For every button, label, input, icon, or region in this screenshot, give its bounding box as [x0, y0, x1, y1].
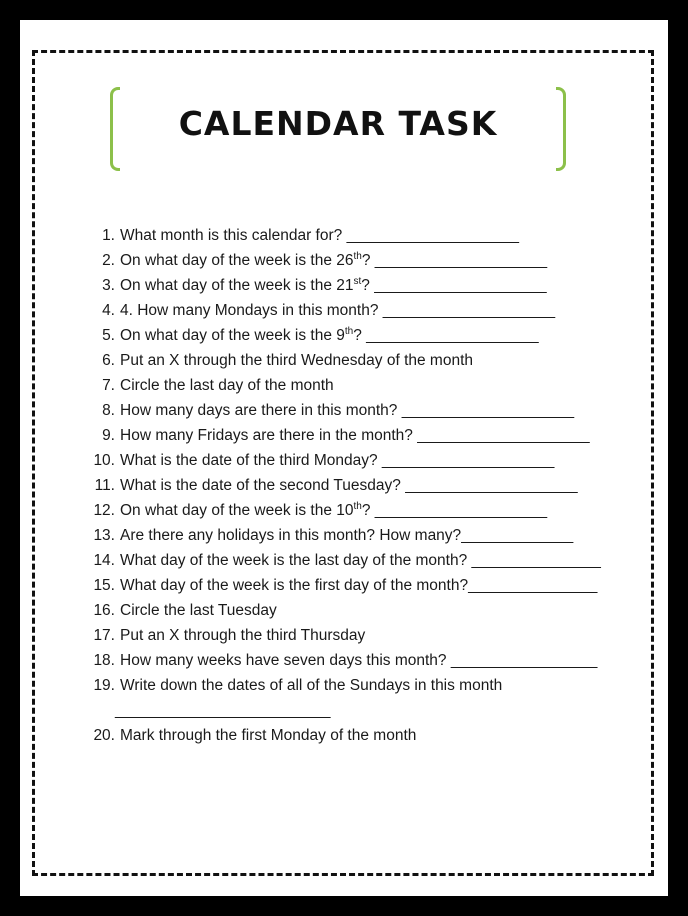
answer-blank: ____________________	[370, 252, 548, 269]
answer-blank: _______________	[468, 577, 598, 594]
question-item	[80, 273, 601, 298]
question-mark: ?	[353, 327, 362, 344]
question-item	[80, 498, 601, 523]
question-item	[80, 323, 601, 348]
page-title: CALENDAR TASK	[178, 104, 498, 143]
question-item	[80, 573, 601, 598]
question-text: How many days are there in this month?	[120, 402, 398, 419]
answer-blank: _______________	[467, 552, 601, 569]
right-bracket-decoration	[556, 87, 566, 171]
worksheet-page	[20, 20, 668, 896]
question-item	[80, 423, 601, 448]
question-item	[80, 373, 601, 398]
question-text: What month is this calendar for?	[120, 227, 343, 244]
question-item	[80, 448, 601, 473]
question-number: 6.	[102, 352, 115, 369]
question-number: 13.	[93, 527, 115, 544]
question-list	[80, 223, 601, 748]
question-mark: ?	[361, 502, 371, 519]
question-text: How many Fridays are there in the month?	[120, 427, 413, 444]
answer-blank: ____________________	[400, 477, 578, 494]
answer-blank: _____________	[461, 527, 574, 544]
question-number: 12.	[93, 502, 115, 519]
answer-blank: ____________________	[378, 302, 556, 319]
question-text: On what day of the week is the 26	[120, 252, 354, 269]
question-item	[80, 598, 601, 623]
question-number: 20.	[93, 727, 115, 744]
question-item	[80, 348, 601, 373]
question-number: 19.	[93, 677, 115, 694]
question-text: Put an X through the third Wednesday of the month	[120, 352, 473, 369]
question-text: On what day of the week is the 21	[120, 277, 354, 294]
question-number: 14.	[93, 552, 115, 569]
question-text: On what day of the week is the 9	[120, 327, 345, 344]
ordinal-suffix: th	[344, 326, 354, 337]
question-item	[80, 248, 601, 273]
question-number: 17.	[93, 627, 115, 644]
question-text: What is the date of the third Monday?	[120, 452, 378, 469]
question-item	[80, 648, 601, 673]
left-bracket-decoration	[110, 87, 120, 171]
question-item	[80, 673, 601, 698]
question-mark: ?	[361, 252, 371, 269]
answer-blank-line: _________________________	[115, 702, 331, 719]
question-text: How many weeks have seven days this month?	[120, 652, 447, 669]
question-number: 9.	[102, 427, 115, 444]
question-number: 7.	[102, 377, 115, 394]
question-number: 15.	[93, 577, 115, 594]
ordinal-suffix: th	[353, 251, 362, 262]
answer-blank: ____________________	[377, 452, 555, 469]
answer-blank: ____________________	[412, 427, 590, 444]
answer-blank: ____________________	[342, 227, 519, 244]
question-number: 4.	[102, 302, 115, 319]
question-mark: ?	[361, 277, 370, 294]
question-item	[80, 623, 601, 648]
question-text: Are there any holidays in this month? How many?	[120, 527, 462, 544]
question-text: Put an X through the third Thursday	[120, 627, 366, 644]
question-item	[80, 523, 601, 548]
answer-blank: _________________	[446, 652, 598, 669]
question-number: 16.	[93, 602, 115, 619]
question-number: 2.	[102, 252, 115, 269]
answer-blank: ____________________	[370, 502, 548, 519]
question-item	[80, 548, 601, 573]
question-number: 5.	[102, 327, 115, 344]
question-text: What is the date of the second Tuesday?	[120, 477, 401, 494]
question-number: 8.	[102, 402, 115, 419]
question-text: What day of the week is the last day of the month?	[120, 552, 468, 569]
question-text: Write down the dates of all of the Sundays in this month	[120, 677, 503, 694]
question-item	[80, 723, 601, 748]
question-text: Circle the last Tuesday	[120, 602, 277, 619]
answer-blank: ____________________	[361, 327, 539, 344]
question-text: What day of the week is the first day of the month?	[120, 577, 469, 594]
question-number: 3.	[102, 277, 115, 294]
question-text: On what day of the week is the 10	[120, 502, 354, 519]
ordinal-suffix: st	[353, 276, 362, 287]
question-item	[80, 298, 601, 323]
ordinal-suffix: th	[353, 501, 362, 512]
answer-blank: ____________________	[369, 277, 547, 294]
question-text: Circle the last day of the month	[120, 377, 334, 394]
question-text: Mark through the first Monday of the month	[120, 727, 417, 744]
question-number: 11.	[94, 477, 115, 494]
question-item	[80, 473, 601, 498]
question-number: 10.	[93, 452, 115, 469]
question-item	[80, 223, 601, 248]
question-number: 1.	[102, 227, 115, 244]
question-item	[80, 398, 601, 423]
answer-blank: ____________________	[397, 402, 575, 419]
question-number: 18.	[93, 652, 115, 669]
question-text: 4. How many Mondays in this month?	[120, 302, 379, 319]
